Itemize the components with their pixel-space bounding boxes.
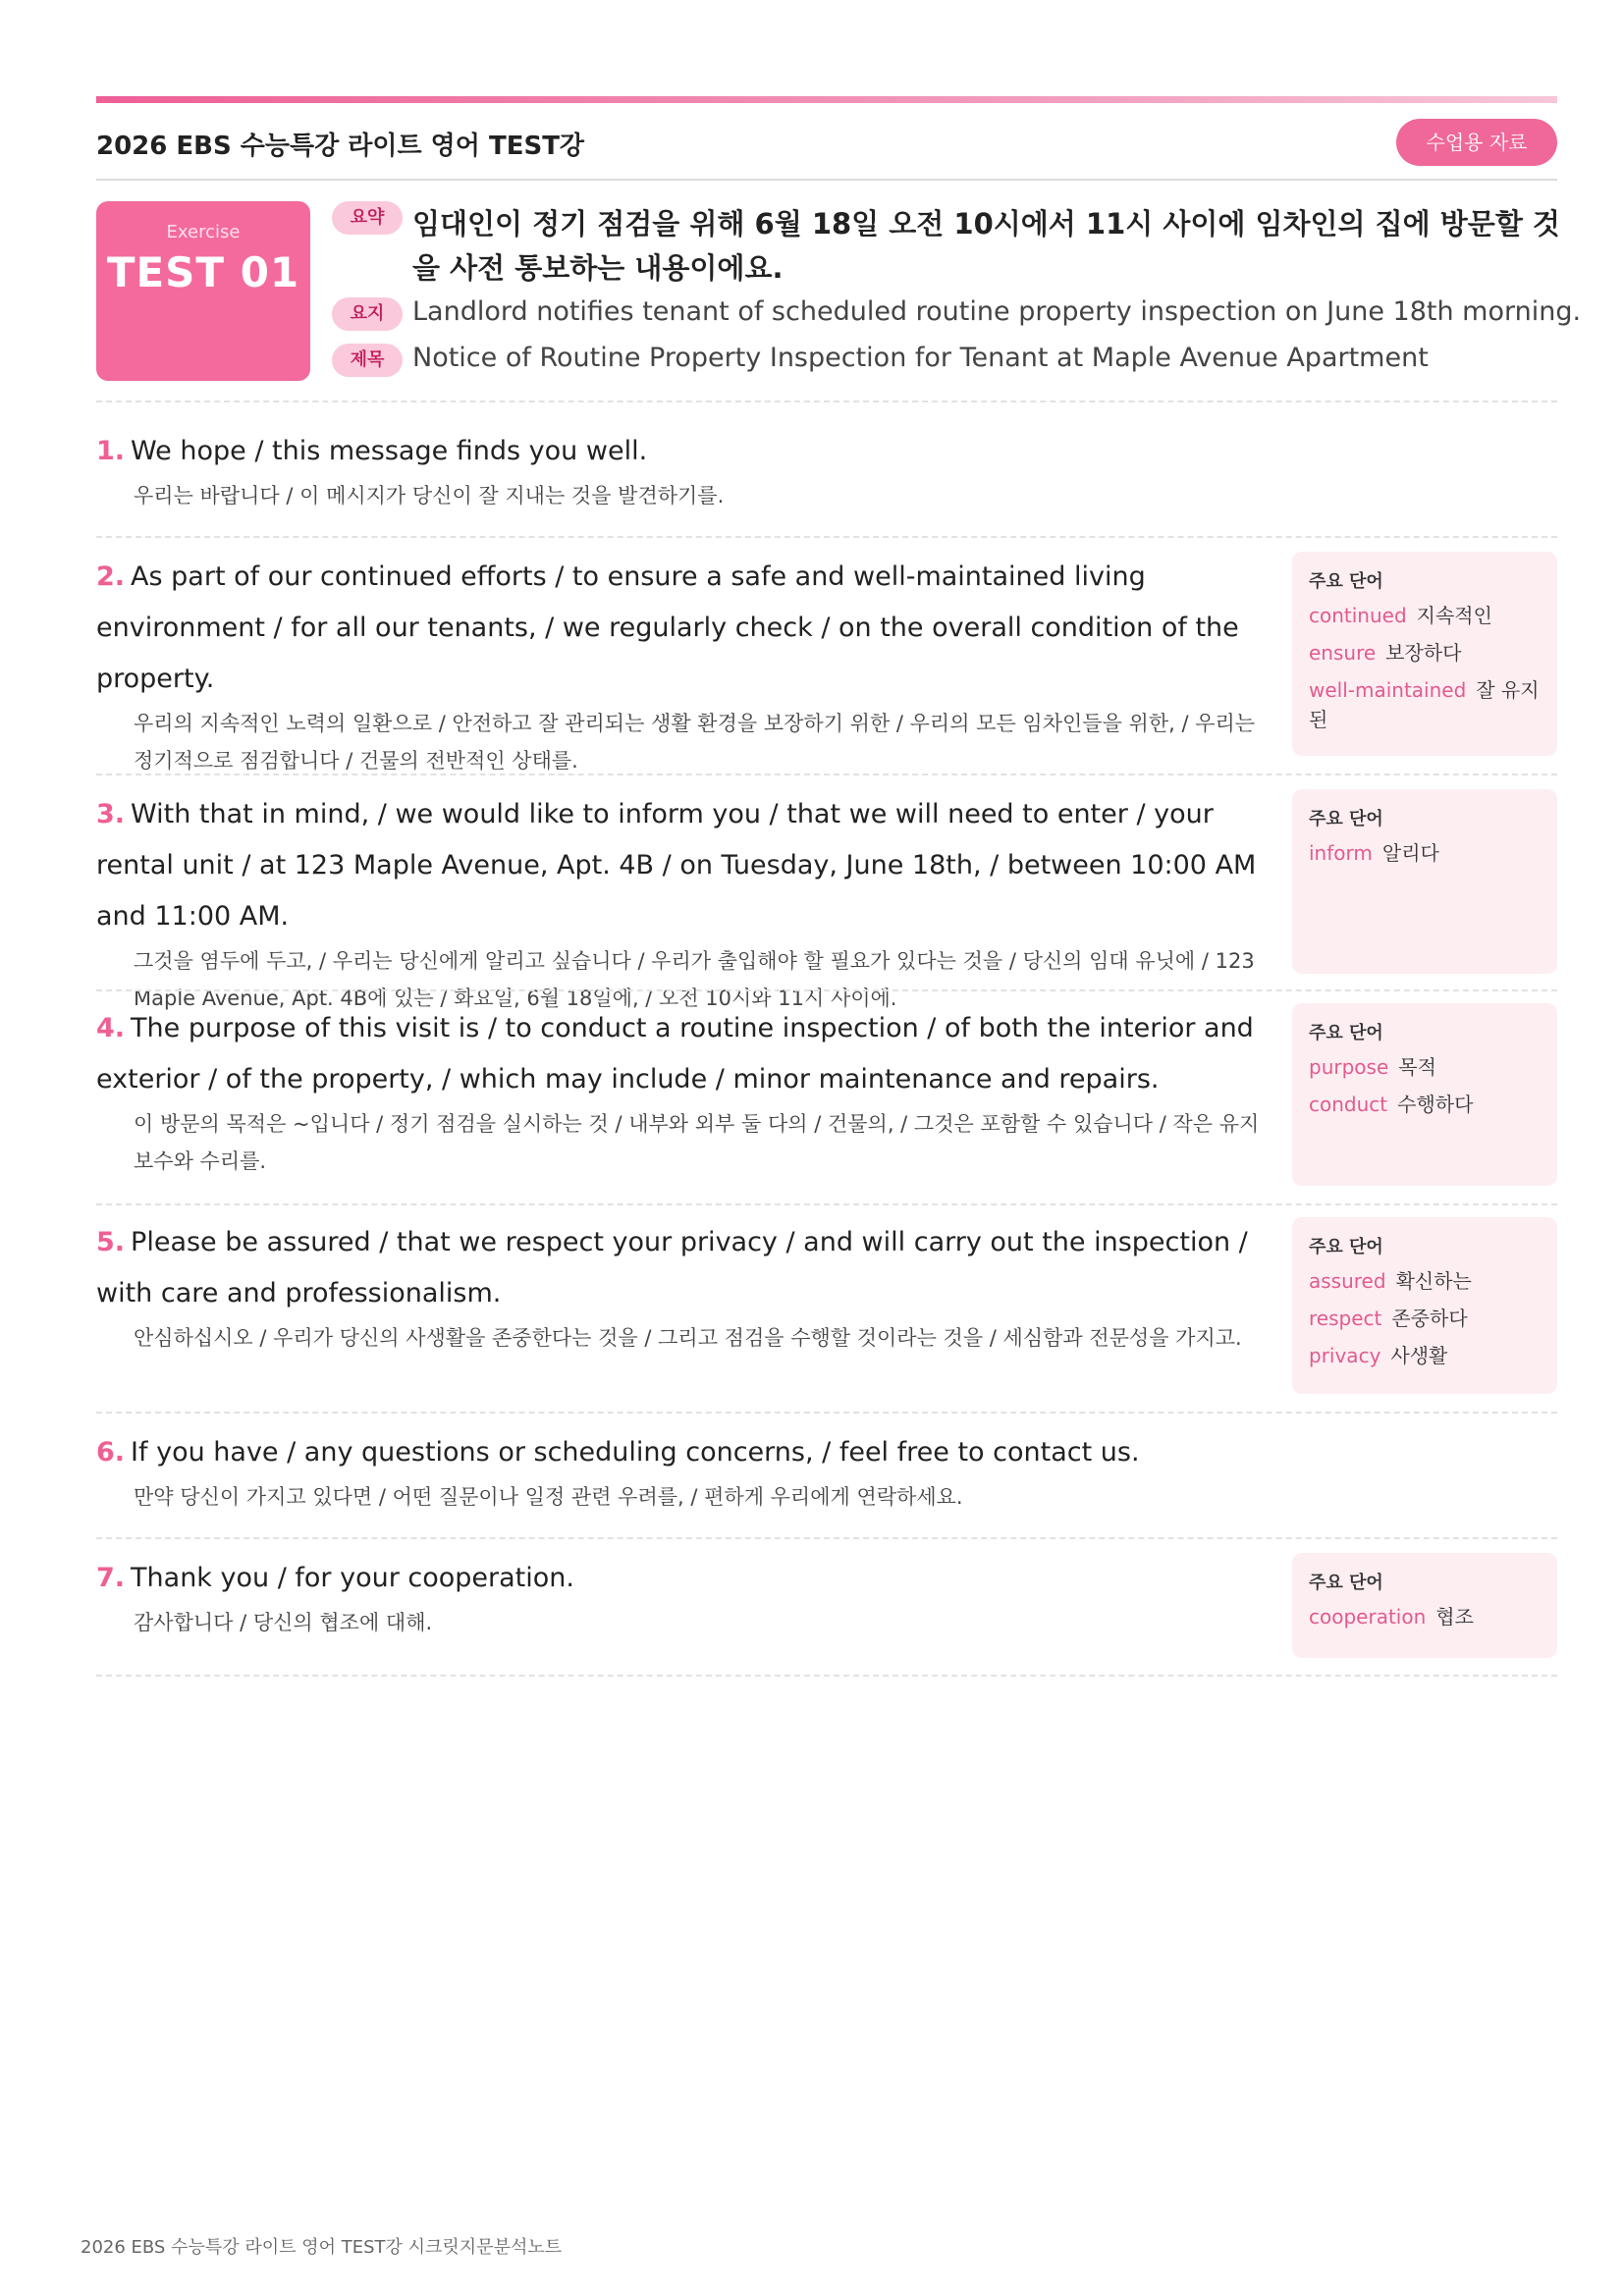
- vocab-word: respect: [1309, 1307, 1382, 1330]
- vocab-word: well-maintained: [1309, 678, 1467, 702]
- vocab-entry: [1309, 675, 1545, 734]
- vocab-header: 주요 단어: [1309, 571, 1383, 592]
- sentence-number: 5.: [96, 1227, 126, 1257]
- header-accent-bar: [96, 96, 1557, 103]
- class-material-badge: 수업용 자료: [1396, 119, 1557, 166]
- vocab-box-2: [1292, 552, 1557, 756]
- vocab-box-5: [1292, 1217, 1557, 1394]
- vocab-header: 주요 단어: [1309, 809, 1383, 829]
- korean-translation: 만약 당신이 가지고 있다면 / 어떤 질문이나 일정 관련 우려를, / 편하게 우리에게 연락하세요.: [134, 1485, 963, 1509]
- sentence-number: 6.: [96, 1437, 126, 1468]
- vocab-entry: [1309, 1052, 1545, 1082]
- sentence-divider: [96, 1412, 1557, 1414]
- english-sentence: Please be assured / that we respect your privacy / and will carry out the inspection / with care and professionalism.: [96, 1227, 1248, 1308]
- vocab-meaning: 협조: [1435, 1605, 1474, 1629]
- sentence-divider: [96, 774, 1557, 775]
- sentence-7: [96, 1553, 1274, 1641]
- section-divider: [96, 400, 1557, 402]
- vocab-meaning: 목적: [1398, 1055, 1436, 1079]
- korean-translation: 감사합니다 / 당신의 협조에 대해.: [134, 1611, 433, 1634]
- sentence-divider: [96, 1537, 1557, 1539]
- sentence-1: [96, 426, 1274, 514]
- korean-translation: 이 방문의 목적은 ~입니다 / 정기 점검을 실시하는 것 / 내부와 외부 둘 다의 / 건물의, / 그것은 포함할 수 있습니다 / 작은 유지보수와 수리를.: [134, 1112, 1260, 1173]
- sentence-divider: [96, 1203, 1557, 1205]
- exercise-label: Exercise: [166, 222, 241, 242]
- english-sentence: The purpose of this visit is / to conduct a routine inspection / of both the interior and exterior / of the property, / which may include / minor maintenance and repairs.: [96, 1013, 1254, 1095]
- korean-translation: 우리는 바랍니다 / 이 메시지가 당신이 잘 지내는 것을 발견하기를.: [134, 484, 725, 507]
- test-number-box: [96, 201, 310, 381]
- vocab-word: ensure: [1309, 641, 1377, 665]
- vocab-meaning: 확신하는: [1395, 1269, 1472, 1293]
- korean-translation: 그것을 염두에 두고, / 우리는 당신에게 알리고 싶습니다 / 우리가 출입해야 할 필요가 있다는 것을 / 당신의 임대 유닛에 / 123 Maple Avenue, Apt. 4B에 있는 / 화요일, 6월 18일에, / 오전 10시와 11시 사이에.: [134, 949, 1255, 1010]
- vocab-word: cooperation: [1309, 1605, 1427, 1629]
- korean-translation: 안심하십시오 / 우리가 당신의 사생활을 존중한다는 것을 / 그리고 점검을 수행할 것이라는 것을 / 세심함과 전문성을 가지고.: [134, 1326, 1242, 1350]
- vocab-entry: [1309, 838, 1545, 868]
- vocab-word: conduct: [1309, 1093, 1388, 1116]
- vocab-entry: [1309, 1341, 1545, 1370]
- vocab-box-4: [1292, 1003, 1557, 1186]
- korean-translation: 우리의 지속적인 노력의 일환으로 / 안전하고 잘 관리되는 생활 환경을 보장하기 위한 / 우리의 모든 임차인들을 위한, / 우리는 정기적으로 점검합니다 / 건물의 전반적인 상태를.: [134, 712, 1256, 773]
- vocab-header: 주요 단어: [1309, 1573, 1383, 1593]
- vocab-entry: [1309, 1266, 1545, 1296]
- test-number: TEST 01: [106, 248, 300, 296]
- vocab-entry: [1309, 601, 1545, 630]
- gist-tag: 요지: [332, 297, 403, 331]
- vocab-meaning: 알리다: [1381, 841, 1439, 865]
- vocab-entry: [1309, 638, 1545, 667]
- vocab-header: 주요 단어: [1309, 1237, 1383, 1257]
- summary-text: 임대인이 정기 점검을 위해 6월 18일 오전 10시에서 11시 사이에 임차인의 집에 방문할 것을 사전 통보하는 내용이에요.: [412, 207, 1560, 285]
- english-sentence: We hope / this message finds you well.: [131, 436, 648, 466]
- sentence-number: 4.: [96, 1013, 126, 1043]
- vocab-word: continued: [1309, 604, 1407, 627]
- sentence-divider: [96, 536, 1557, 538]
- english-sentence: With that in mind, / we would like to inform you / that we will need to enter / your rental unit / at 123 Maple Avenue, Apt. 4B / on Tuesday, June 18th, / between 10:00 AM and 11:00 AM.: [96, 799, 1257, 932]
- sentence-6: [96, 1427, 1274, 1516]
- vocab-word: privacy: [1309, 1344, 1381, 1367]
- page-title: 2026 EBS 수능특강 라이트 영어 TEST강: [96, 132, 585, 161]
- vocab-entry: [1309, 1304, 1545, 1333]
- sentence-3: [96, 789, 1274, 1017]
- vocab-header: 주요 단어: [1309, 1023, 1383, 1043]
- footer-text: 2026 EBS 수능특강 라이트 영어 TEST강 시크릿지문분석노트: [81, 2237, 563, 2258]
- vocab-meaning: 사생활: [1390, 1344, 1448, 1367]
- sentence-number: 2.: [96, 561, 126, 592]
- english-sentence: Thank you / for your cooperation.: [131, 1563, 574, 1593]
- sentence-2: [96, 552, 1274, 779]
- sentence-number: 7.: [96, 1563, 126, 1593]
- vocab-box-7: [1292, 1553, 1557, 1658]
- vocab-word: inform: [1309, 841, 1373, 865]
- vocab-meaning: 존중하다: [1391, 1307, 1468, 1330]
- summary-tag: 요약: [332, 201, 403, 235]
- vocab-meaning: 수행하다: [1397, 1093, 1474, 1116]
- vocab-box-3: [1292, 789, 1557, 974]
- vocab-entry: [1309, 1090, 1545, 1119]
- vocab-meaning: 지속적인: [1416, 604, 1492, 627]
- sentence-number: 3.: [96, 799, 126, 829]
- english-sentence: As part of our continued efforts / to ensure a safe and well-maintained living environment / for all our tenants, / we regularly check / on the overall condition of the property.: [96, 561, 1239, 694]
- sentence-divider: [96, 1675, 1557, 1677]
- sentence-divider: [96, 989, 1557, 991]
- gist-text: Landlord notifies tenant of scheduled routine property inspection on June 18th morning.: [412, 296, 1582, 327]
- vocab-meaning: 보장하다: [1385, 641, 1462, 665]
- sentence-4: [96, 1003, 1274, 1180]
- vocab-entry: [1309, 1602, 1545, 1631]
- header-divider: [96, 179, 1557, 181]
- sentence-5: [96, 1217, 1274, 1357]
- title-tag: 제목: [332, 344, 403, 377]
- vocab-word: assured: [1309, 1269, 1386, 1293]
- title-text: Notice of Routine Property Inspection for Tenant at Maple Avenue Apartment: [412, 343, 1429, 373]
- sentence-number: 1.: [96, 436, 126, 466]
- vocab-word: purpose: [1309, 1055, 1389, 1079]
- vocab-meaning: 잘 유지된: [1309, 678, 1540, 731]
- english-sentence: If you have / any questions or scheduling concerns, / feel free to contact us.: [131, 1437, 1140, 1468]
